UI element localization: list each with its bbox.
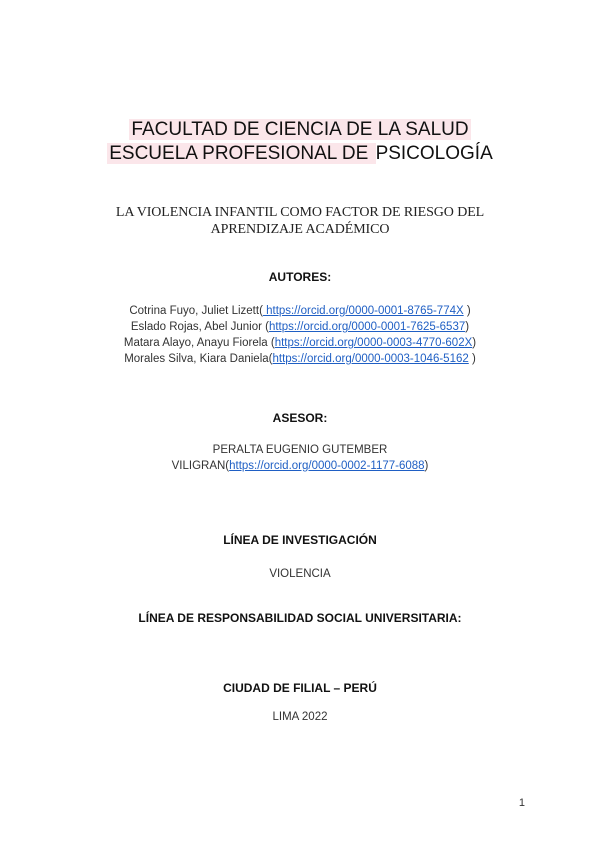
author-close: ) — [465, 321, 470, 333]
advisor-name-line-1: PERALTA EUGENIO GUTEMBER — [212, 444, 388, 456]
school-heading — [0, 141, 600, 166]
advisor-name-end: VILIGRAN( — [171, 460, 230, 472]
city-heading: CIUDAD DE FILIAL – PERÚ — [223, 681, 377, 695]
author-orcid-link[interactable]: https://orcid.org/0000-0001-7625-6537 — [268, 321, 466, 333]
author-line-3 — [0, 335, 600, 351]
advisor-orcid-link[interactable]: https://orcid.org/0000-0002-1177-6088 — [229, 460, 425, 472]
author-close: ) — [468, 353, 476, 365]
research-line-value: VIOLENCIA — [269, 568, 331, 580]
author-close: ) — [472, 337, 477, 349]
author-line-2 — [0, 319, 600, 335]
faculty-heading — [0, 117, 600, 142]
social-line-heading: LÍNEA DE RESPONSABILIDAD SOCIAL UNIVERSITARIA: — [138, 611, 462, 625]
author-name: Morales Silva, Kiara Daniela( — [124, 353, 273, 365]
author-line-4 — [0, 351, 600, 367]
advisor-close: ) — [424, 460, 429, 472]
school-line-a: ESCUELA PROFESIONAL DE — [109, 143, 374, 164]
city-value: LIMA 2022 — [272, 711, 328, 723]
school-line-b: PSICOLOGÍA — [375, 143, 493, 164]
authors-heading: AUTORES: — [268, 270, 332, 284]
research-line-heading: LÍNEA DE INVESTIGACIÓN — [223, 533, 377, 547]
page-number: 1 — [518, 797, 525, 809]
advisor-heading: ASESOR: — [272, 411, 328, 425]
author-close: ) — [463, 305, 471, 317]
author-name: Cotrina Fuyo, Juliet Lizett( — [129, 305, 263, 317]
author-name: Matara Alayo, Anayu Fiorela ( — [123, 337, 275, 349]
faculty-line-1: FACULTAD DE CIENCIA DE LA SALUD — [131, 119, 469, 140]
author-orcid-link[interactable]: https://orcid.org/0000-0003-4770-602X — [274, 337, 473, 349]
thesis-title-line-1: LA VIOLENCIA INFANTIL COMO FACTOR DE RIESGO DEL — [115, 205, 485, 220]
author-line-1 — [0, 303, 600, 319]
thesis-title-line-2: APRENDIZAJE ACADÉMICO — [210, 222, 390, 237]
author-orcid-link[interactable]: https://orcid.org/0000-0003-1046-5162 — [272, 353, 469, 365]
author-name: Eslado Rojas, Abel Junior ( — [130, 321, 269, 333]
author-orcid-link[interactable]: https://orcid.org/0000-0001-8765-774X — [262, 305, 464, 317]
advisor-name-line-2 — [0, 458, 600, 474]
